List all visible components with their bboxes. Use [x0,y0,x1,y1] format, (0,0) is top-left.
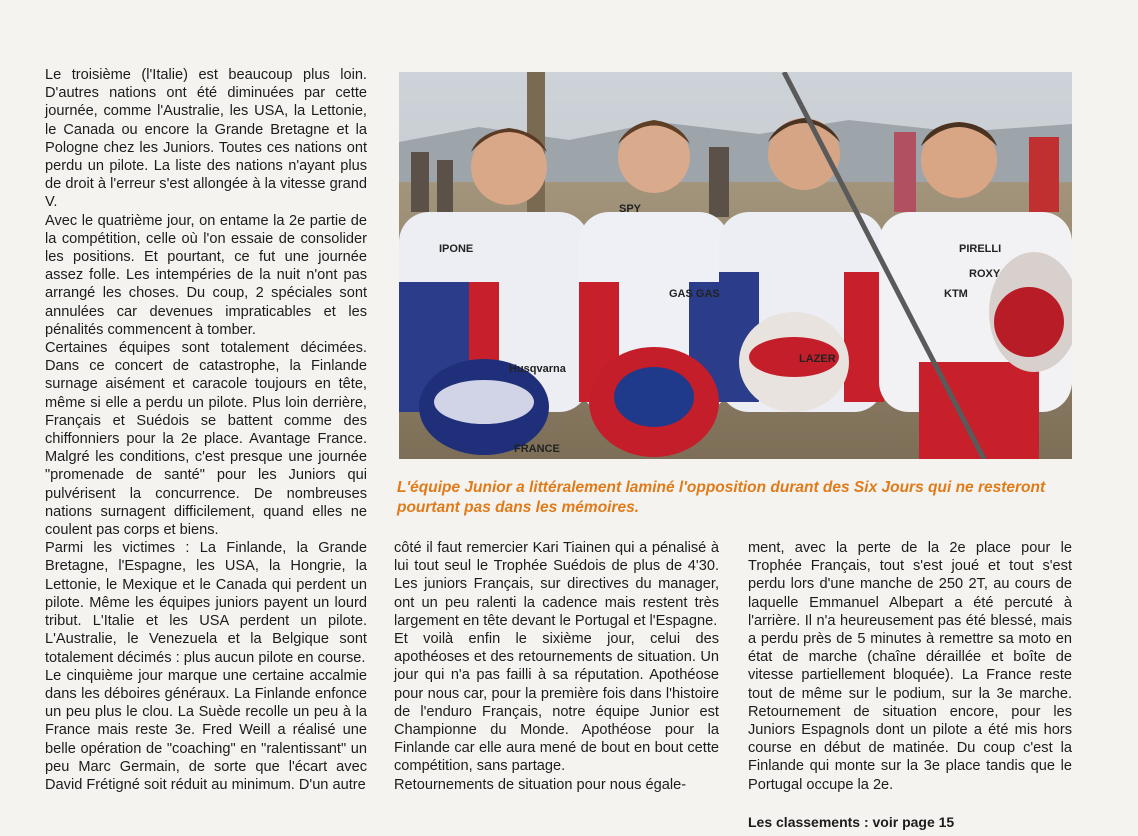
jersey-sponsor-text: IPONE [439,243,474,255]
photo-caption: L'équipe Junior a littéralement laminé l'opposition durant des Six Jours qui ne resteront pourtant pas dans les mémoires. [397,479,1046,516]
paragraph: Parmi les victimes : La Finlande, la Grande Bretagne, l'Espagne, les USA, la Hongrie, la Lettonie, le Mexique et le Canada qui perdent un pilote. Même les équipes juniors payent un lourd tribut. L'Italie et les USA perdent un pilote. L'Australie, le Venezuela et la Belgique sont totalement décimés : plus aucun pilote en course. [45,540,367,666]
article-column-middle [394,539,719,794]
jersey-sponsor-text: FRANCE [514,443,560,455]
header-bleed [395,0,1135,18]
jersey-sponsor-text: Husqvarna [509,363,566,375]
jersey-sponsor-text: SPY [619,203,642,215]
article-column-right [748,539,1072,794]
jersey-sponsor-text: PIRELLI [959,243,1002,255]
paragraph: Et voilà enfin le sixième jour, celui des apothéoses et des retournements de situation. Un jour qui n'a pas failli à sa réputation. Apothéose pour nous car, pour la première fois dans l'histoire de l'enduro Français, notre équipe Junior est Championne du Monde. Apothéose pour la Finlande car elle aura mené de bout en bout cette compétition, sans partage. [394,631,719,775]
paragraph: côté il faut remercier Kari Tiainen qui a pénalisé à lui tout seul le Trophée Suédois de plus de 4'30. Les juniors Français, sur directives du manager, ont un peu ralenti la cadence mais restent très largement en tête devant le Portugal et l'Espagne. [394,540,719,629]
paragraph: ment, avec la perte de la 2e place pour le Trophée Français, tout s'est joué et tout s'est perdu lors d'une manche de 250 2T, au cours de laquelle Emmanuel Albepart a été percuté à l'arrière. Il n'a heureusement pas été blessé, mais a perdu près de 5 minutes à remettre sa moto en état de marche (chaîne déraillée et boîte de vitesse partiellement bloquée). La France reste tout de même sur le podium, sur la 3e marche. Retournement de situation encore, pour les Juniors Espagnols dont un pilote a été mis hors course en début de matinée. Du coup c'est la Finlande qui monte sur la 3e place tandis que le Portugal occupe la 2e. [748,540,1072,793]
paragraph: Avec le quatrième jour, on entame la 2e partie de la compétition, celle où l'on essaie de consolider les positions. Et pourtant, ce fut une journée assez folle. Les intempéries de la nuit n'ont pas arrangé les choses. Du coup, 2 spéciales sont annulées car devenues impraticables et les pénalités commencent à tomber. [45,212,367,338]
paragraph: Le troisième (l'Italie) est beaucoup plus loin. D'autres nations ont été diminuées par cette journée, comme l'Australie, les USA, la Lettonie, le Canada ou encore la Grande Bretagne et la Pologne chez les Juniors. Toutes ces nations ont perdu un pilote. La liste des nations n'ayant plus de droit à l'erreur s'est allongée à la vitesse grand V. [45,67,367,211]
team-photo [399,72,1072,459]
paragraph: Le cinquième jour marque une certaine accalmie dans les déboires généraux. La Finlande enfonce un peu plus le clou. La Suède recolle un peu à la France mais reste 3e. Fred Weill a réalisé une belle opération de "coaching" en "ralentissant" un peu Marc Germain, de sorte que l'écart avec David Frétigné soit réduit au minimum. D'un autre [45,667,367,793]
paragraph: Certaines équipes sont totalement décimées. Dans ce concert de catastrophe, la Finlande surnage aisément et caracole toujours en tête, même si elle a perdu un pilote. Plus loin derrière, Français et Suédois se battent comme des chiffonniers pour la 2e place. Avantage France. Malgré les conditions, c'est presque une journée "promenade de santé" pour les Juniors qui pulvérisent la concurrence. De nombreuses nations surnagent difficilement, quand elles ne coulent pas corps et biens. [45,340,367,539]
jersey-sponsor-text: GAS GAS [669,288,720,300]
jersey-sponsor-text: ROXY [969,268,1001,280]
rankings-reference: Les classements : voir page 15 [748,814,955,830]
paragraph: Retournements de situation pour nous égale- [394,776,687,793]
jersey-sponsor-text: LAZER [799,353,836,365]
jersey-sponsor-text: KTM [944,288,968,300]
article-column-left [45,66,367,794]
team-photo-illustration [399,72,1072,459]
